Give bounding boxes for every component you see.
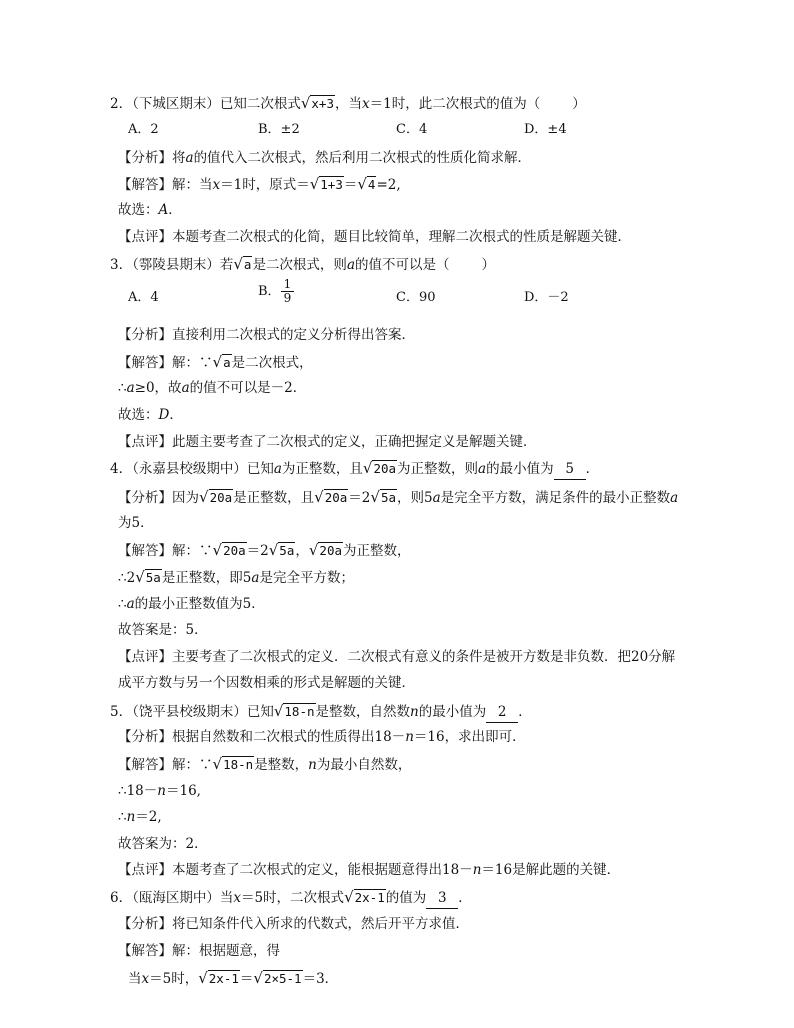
final-answer: 故答案是：5． (118, 622, 208, 638)
therefore-line: ∴a≥0，故a的值不可以是－2． (118, 380, 307, 396)
answer-label: 【解答】 (118, 757, 172, 773)
analysis-label: 【分析】 (118, 327, 172, 343)
question-4-stem: 4．（永嘉县校级期中）已知a为正整数，且√20a为正整数，则a的最小值为 5 ． (110, 458, 599, 480)
radical: √x+3 (300, 94, 334, 112)
question-6-stem: 6．（瓯海区期中）当x＝5时，二次根式√2x-1的值为 3 ． (110, 887, 472, 909)
analysis-line: 【分析】根据自然数和二次根式的性质得出18－n＝16，求出即可． (118, 729, 526, 745)
analysis-line: 【分析】将a的值代入二次根式，然后利用二次根式的性质化简求解． (118, 150, 532, 166)
option-a: A．2 (128, 122, 159, 137)
question-5-stem: 5．（饶平县校级期末）已知√18-n是整数，自然数n的最小值为 2 ． (110, 701, 532, 723)
answer-label: 【解答】 (118, 943, 172, 959)
question-2-stem: 2．（下城区期末）已知二次根式√x+3，当x＝1时，此二次根式的值为（ ） (110, 94, 586, 112)
answer-label: 【解答】 (118, 543, 172, 559)
comment-label: 【点评】 (118, 229, 172, 245)
option-b: B． $\frac{1}{9}$ (258, 278, 294, 305)
question-3-stem: 3．（鄠陵县期末）若√a是二次根式，则a的值不可以是（ ） (110, 255, 495, 273)
comment-label: 【点评】 (118, 649, 172, 665)
select-line: 故选：A． (118, 202, 182, 218)
question-number: 4． (110, 461, 133, 477)
analysis-label: 【分析】 (118, 150, 172, 166)
question-number: 6． (110, 890, 133, 906)
comment-line: 【点评】此题主要考查了二次根式的定义，正确把握定义是解题关键． (118, 434, 537, 450)
question-number: 3． (110, 257, 133, 273)
answer-label: 【解答】 (118, 355, 172, 371)
analysis-label: 【分析】 (118, 729, 172, 745)
answer-line: 【解答】解：∵√20a＝2√5a，√20a为正整数， (118, 541, 411, 559)
question-number: 2． (110, 96, 133, 112)
analysis-line: 【分析】直接利用二次根式的定义分析得出答案． (118, 327, 415, 343)
analysis-label: 【分析】 (118, 916, 172, 932)
comment-line: 【点评】本题考查了二次根式的定义，能根据题意得出18－n＝16是解此题的关键． (118, 862, 621, 878)
fraction: $\frac{1}{9}$ (281, 278, 295, 305)
answer-line: 【解答】解：∵√18-n是整数，n为最小自然数， (118, 755, 412, 773)
comment-label: 【点评】 (118, 434, 172, 450)
question-text: （下城区期末）已知二次根式 (132, 96, 301, 112)
comment-line: 【点评】主要考查了二次根式的定义．二次根式有意义的条件是被开方数是非负数．把20分解 (118, 649, 676, 665)
final-answer: 故答案为：2． (118, 836, 208, 852)
option-c: C．4 (396, 122, 428, 137)
select-line: 故选：D． (118, 407, 183, 423)
option-a: A．4 (128, 290, 159, 305)
answer-label: 【解答】 (118, 177, 172, 193)
analysis-line: 【分析】将已知条件代入所求的代数式，然后开平方求值． (118, 916, 469, 932)
option-d: D．－2 (524, 290, 569, 305)
answer-blank: 3 (426, 888, 458, 909)
step-line: ∴n＝2, (118, 809, 162, 825)
answer-line: 【解答】解：根据题意，得 (118, 943, 280, 959)
analysis-line: 【分析】因为√20a是正整数，且√20a＝2√5a，则5a是完全平方数，满足条件的最小正整数a (118, 488, 679, 506)
answer-blank: 5 (554, 459, 586, 480)
answer-line: 【解答】解：∵√a是二次根式， (118, 353, 313, 371)
option-c: C．90 (396, 290, 436, 305)
answer-blank: 2 (486, 702, 518, 723)
analysis-label: 【分析】 (118, 490, 172, 506)
comment-line-2: 成平方数与另一个因数相乘的形式是解题的关键． (118, 675, 415, 691)
step-line: ∴2√5a是正整数，即5a是完全平方数； (118, 568, 354, 586)
calculation-line: 当x＝5时，√2x-1＝√2×5-1＝3． (128, 969, 339, 987)
question-number: 5． (110, 704, 133, 720)
option-d: D．±4 (524, 122, 567, 137)
answer-line: 【解答】解：当x＝1时，原式＝√1+3＝√4=2, (118, 175, 401, 193)
option-b: B．±2 (258, 122, 300, 137)
comment-line: 【点评】本题考查二次根式的化简，题目比较简单，理解二次根式的性质是解题关键． (118, 229, 631, 245)
step-line: ∴a的最小正整数值为5． (118, 596, 265, 612)
comment-label: 【点评】 (118, 862, 172, 878)
analysis-line-2: 为5． (118, 515, 154, 531)
step-line: ∴18－n＝16, (118, 783, 201, 799)
